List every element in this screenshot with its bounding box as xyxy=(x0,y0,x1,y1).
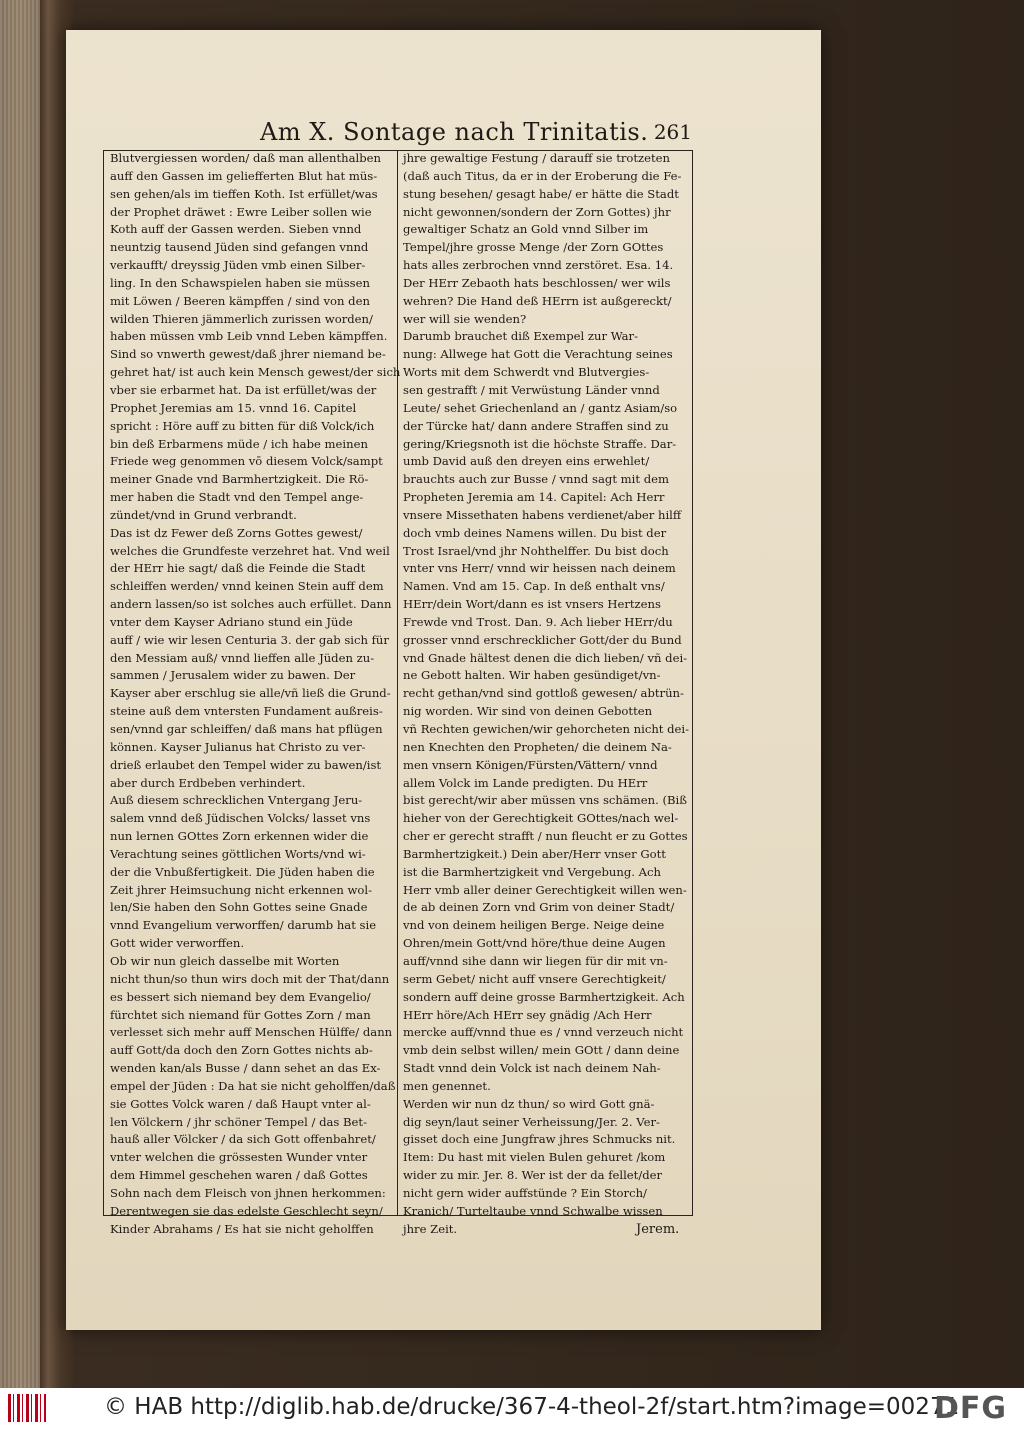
left-column xyxy=(110,150,401,1236)
text-line: vnsere Missethaten habens verdienet/aber hilff xyxy=(403,507,682,522)
text-line: vnd von deinem heiligen Berge. Neige deine xyxy=(403,918,665,933)
text-line: mit Löwen / Beeren kämpffen / sind von den xyxy=(110,293,370,308)
text-line: vnter vns Herr/ vnnd wir heissen nach deinem xyxy=(403,561,676,576)
text-line: der die Vnbußfertigkeit. Die Jüden haben die xyxy=(110,864,375,879)
text-line: Frewde vnd Trost. Dan. 9. Ach lieber HErr/du xyxy=(403,614,673,629)
text-line: empel der Jüden : Da hat sie nicht geholffen/daß xyxy=(110,1078,396,1093)
text-line: es bessert sich niemand bey dem Evangelio/ xyxy=(110,989,371,1004)
text-line: auff/vnnd sihe dann wir liegen für dir mit vn- xyxy=(403,953,668,968)
text-line: den Messiam auß/ vnnd lieffen alle Jüden zu- xyxy=(110,650,375,665)
text-line: vnter welchen die grössesten Wunder vnter xyxy=(110,1150,368,1165)
text-line: nig worden. Wir sind von deinen Gebotten xyxy=(403,704,653,719)
viewer-footer xyxy=(0,1388,1024,1429)
text-line: vnd Gnade hältest denen die dich lieben/ vñ dei- xyxy=(403,650,688,665)
text-line: wehren? Die Hand deß HErrn ist außgereckt/ xyxy=(403,293,672,308)
book-edge xyxy=(0,0,40,1388)
text-line: vnter dem Kayser Adriano stund ein Jüde xyxy=(110,614,353,629)
text-line: Ohren/mein Gott/vnd höre/thue deine Augen xyxy=(403,936,666,951)
text-line: nun lernen GOttes Zorn erkennen wider die xyxy=(110,829,369,844)
text-line: Prophet Jeremias am 15. vnnd 16. Capitel xyxy=(110,400,357,415)
text-line: Darumb brauchet diß Exempel zur War- xyxy=(403,329,638,344)
text-line: Stadt vnnd dein Volck ist nach deinem Nah- xyxy=(403,1061,661,1076)
text-line: steine auß dem vntersten Fundament außreis- xyxy=(110,704,383,719)
column-divider xyxy=(397,150,398,1216)
text-line: der Türcke hat/ dann andere Straffen sind zu xyxy=(403,418,669,433)
text-line: ling. In den Schawspielen haben sie müssen xyxy=(110,275,370,290)
text-line: verlesset sich mehr auff Menschen Hülffe/ dann xyxy=(110,1025,393,1040)
text-line: nen Knechten den Propheten/ die deinem Na- xyxy=(403,739,672,754)
text-line: können. Kayser Julianus hat Christo zu ver- xyxy=(110,739,366,754)
text-line: Trost Israel/vnd jhr Nohthelffer. Du bist doch xyxy=(403,543,669,558)
page-number: 261 xyxy=(653,120,692,144)
text-line: schleiffen werden/ vnnd keinen Stein auff dem xyxy=(110,579,384,594)
text-line: Namen. Vnd am 15. Cap. In deß enthalt vns/ xyxy=(403,579,665,594)
text-line: Friede weg genommen vō diesem Volck/sampt xyxy=(110,454,383,469)
text-line: recht gethan/vnd sind gottloß gewesen/ abtrün- xyxy=(403,686,684,701)
text-line: Tempel/jhre grosse Menge /der Zorn GOttes xyxy=(403,240,664,255)
barcode-icon xyxy=(8,1394,46,1422)
text-line: vñ Rechten gewichen/wir gehorcheten nicht dei- xyxy=(403,722,690,736)
text-line: bin deß Erbarmens müde / ich habe meinen xyxy=(110,436,368,451)
catchword: Jerem. xyxy=(636,1222,680,1237)
text-line: hats alles zerbrochen vnnd zerstöret. Esa. 14. xyxy=(403,258,674,273)
text-line: umb David auß den dreyen eins erwehlet/ xyxy=(403,454,650,469)
text-line: serm Gebet/ nicht auff vnsere Gerechtigkeit/ xyxy=(403,971,666,986)
text-line: welches die Grundfeste verzehret hat. Vnd weil xyxy=(110,543,390,558)
text-line: mercke auff/vnnd thue es / vnnd verzeuch nicht xyxy=(403,1025,684,1040)
text-line: Item: Du hast mit vielen Bulen gehuret /kom xyxy=(403,1150,666,1165)
text-line: Sind so vnwerth gewest/daß jhrer niemand be- xyxy=(110,347,386,362)
text-line: drieß erlaubet den Tempel wider zu bawen/ist xyxy=(110,757,382,772)
text-line: Worts mit dem Schwerdt vnd Blutvergies- xyxy=(403,365,650,380)
frame-rule-right xyxy=(692,150,693,1216)
text-line: fürchtet sich niemand für Gottes Zorn / man xyxy=(110,1007,371,1022)
text-line: brauchts auch zur Busse / vnnd sagt mit dem xyxy=(403,472,669,487)
text-line: Der HErr Zebaoth hats beschlossen/ wer wils xyxy=(403,275,671,290)
text-line: Zeit jhrer Heimsuchung nicht erkennen wol- xyxy=(110,882,372,897)
text-line: dem Himmel geschehen waren / daß Gottes xyxy=(110,1168,368,1183)
text-line: grosser vnnd erschrecklicher Gott/der du Bund xyxy=(403,632,682,647)
copyright-url[interactable]: © HAB http://diglib.hab.de/drucke/367-4-theol-2f/start.htm?image=00271 xyxy=(104,1394,960,1420)
text-line: wider zu mir. Jer. 8. Wer ist der da fellet/der xyxy=(403,1168,663,1183)
text-line: jhre Zeit. xyxy=(403,1221,458,1236)
dfg-logo: DFG xyxy=(934,1391,1008,1426)
text-line: sen gestrafft / mit Verwüstung Länder vnnd xyxy=(403,382,660,397)
text-line: men genennet. xyxy=(403,1078,491,1093)
text-line: cher er gerecht strafft / nun fleucht er zu Gottes xyxy=(403,829,688,844)
text-line: zündet/vnd in Grund verbrandt. xyxy=(110,507,297,522)
text-line: Leute/ sehet Griechenland an / gantz Asiam/so xyxy=(403,400,678,415)
text-line: hieher von der Gerechtigkeit GOttes/nach wel- xyxy=(403,811,679,826)
text-line: Barmhertzigkeit.) Dein aber/Herr vnser Gott xyxy=(403,846,666,861)
text-line: meiner Gnade vnd Barmhertzigkeit. Die Rö- xyxy=(110,472,369,487)
text-line: (daß auch Titus, da er in der Eroberung die Fe- xyxy=(403,168,682,183)
text-line: nicht gewonnen/sondern der Zorn Gottes) jhr xyxy=(403,204,671,219)
text-line: nicht thun/so thun wirs doch mit der That/dann xyxy=(110,971,390,986)
text-line: mer haben die Stadt vnd den Tempel ange- xyxy=(110,490,364,505)
text-line: gehret hat/ ist auch kein Mensch gewest/der sich xyxy=(110,365,401,380)
text-line: men vnsern Königen/Fürsten/Vättern/ vnnd xyxy=(403,757,658,772)
text-line: Blutvergiessen worden/ daß man allenthalben xyxy=(110,151,381,165)
text-line: andern lassen/so ist solches auch erfüllet. Dann xyxy=(110,597,392,612)
text-line: Werden wir nun dz thun/ so wird Gott gnä- xyxy=(403,1096,655,1111)
text-line: Sohn nach dem Fleisch von jhnen herkommen: xyxy=(110,1185,386,1200)
text-line: gisset doch eine Jungfraw jhres Schmucks nit. xyxy=(403,1132,676,1147)
text-line: der HErr hie sagt/ daß die Feinde die Stadt xyxy=(110,561,366,576)
text-line: sammen / Jerusalem wider zu bawen. Der xyxy=(110,668,356,683)
text-line: aber durch Erdbeben verhindert. xyxy=(110,775,306,790)
text-line: Koth auff der Gassen werden. Sieben vnnd xyxy=(110,222,362,237)
text-line: Herr vmb aller deiner Gerechtigkeit willen wen- xyxy=(403,882,687,897)
text-line: wer will sie wenden? xyxy=(403,311,527,326)
text-line: de ab deinen Zorn vnd Grim von deiner Stadt/ xyxy=(403,900,675,915)
text-line: ist die Barmhertzigkeit vnd Vergebung. Ach xyxy=(403,864,661,879)
text-line: Das ist dz Fewer deß Zorns Gottes gewest/ xyxy=(110,525,363,540)
text-line: Propheten Jeremia am 14. Capitel: Ach Herr xyxy=(403,490,665,505)
text-line: vmb dein selbst willen/ mein GOtt / dann deine xyxy=(403,1043,680,1058)
text-line: Ob wir nun gleich dasselbe mit Worten xyxy=(110,953,340,968)
text-line: allem Volck im Lande predigten. Du HErr xyxy=(403,775,648,790)
text-line: doch vmb deines Namens willen. Du bist der xyxy=(403,525,667,540)
text-line: der Prophet dräwet : Ewre Leiber sollen wie xyxy=(110,204,372,219)
text-line: sie Gottes Volck waren / daß Haupt vnter al- xyxy=(110,1096,371,1111)
text-line: wilden Thieren jämmerlich zurissen worden/ xyxy=(110,311,373,326)
text-line: verkaufft/ dreyssig Jüden vmb einen Silber- xyxy=(110,258,366,273)
text-line: sen/vnnd gar schleiffen/ daß mans hat pflügen xyxy=(110,722,383,736)
text-line: gering/Kriegsnoth ist die höchste Straffe. Dar- xyxy=(403,436,677,451)
text-line: HErr höre/Ach HErr sey gnädig /Ach Herr xyxy=(403,1007,652,1022)
text-line: auff / wie wir lesen Centuria 3. der gab sich für xyxy=(110,632,389,647)
text-line: auff den Gassen im geliefferten Blut hat müs- xyxy=(110,168,378,183)
text-line: salem vnnd deß Jüdischen Volcks/ lasset vns xyxy=(110,811,371,826)
text-line: Kranich/ Turteltaube vnnd Schwalbe wissen xyxy=(403,1203,663,1218)
text-line: hauß aller Völcker / da sich Gott offenbahret/ xyxy=(110,1132,376,1147)
text-line: neuntzig tausend Jüden sind gefangen vnnd xyxy=(110,240,369,255)
text-line: Verachtung seines göttlichen Worts/vnd wi- xyxy=(110,846,366,861)
text-line: wenden kan/als Busse / dann sehet an das Ex- xyxy=(110,1061,381,1076)
text-line: Gott wider verworffen. xyxy=(110,936,245,951)
running-head xyxy=(100,118,700,152)
right-column xyxy=(403,150,690,1236)
text-line: Kinder Abrahams / Es hat sie nicht geholffen xyxy=(110,1221,374,1236)
text-line: auff Gott/da doch den Zorn Gottes nichts ab- xyxy=(110,1043,373,1058)
text-line: haben müssen vmb Leib vnnd Leben kämpffen. xyxy=(110,329,388,344)
text-line: stung besehen/ gesagt habe/ er hätte die Stadt xyxy=(403,186,679,201)
text-line: bist gerecht/wir aber müssen vns schämen. (Biß xyxy=(403,793,687,808)
text-line: ne Gebott halten. Wir haben gesündiget/vn- xyxy=(403,668,661,683)
text-line: sen gehen/als im tieffen Koth. Ist erfüllet/was xyxy=(110,186,378,201)
page-title: Am X. Sontage nach Trinitatis. xyxy=(260,118,649,146)
text-line: vnnd Evangelium verworffen/ darumb hat sie xyxy=(110,918,377,933)
text-line: len Völckern / jhr schöner Tempel / das Bet- xyxy=(110,1114,367,1129)
text-line: vber sie erbarmet hat. Da ist erfüllet/was der xyxy=(110,382,377,397)
text-line: gewaltiger Schatz an Gold vnnd Silber im xyxy=(403,222,649,237)
text-line: len/Sie haben den Sohn Gottes seine Gnade xyxy=(110,900,368,915)
text-line: Kayser aber erschlug sie alle/vñ ließ die Grund- xyxy=(110,686,391,701)
text-line: spricht : Höre auff zu bitten für diß Volck/ich xyxy=(110,418,375,433)
text-line: Auß diesem schrecklichen Vntergang Jeru- xyxy=(110,793,363,808)
text-line: HErr/dein Wort/dann es ist vnsers Hertzens xyxy=(403,597,661,612)
text-line: jhre gewaltige Festung / darauff sie trotzeten xyxy=(403,151,671,165)
text-line: Derentwegen sie das edelste Geschlecht seyn/ xyxy=(110,1203,383,1218)
text-line: dig seyn/laut seiner Verheissung/Jer. 2. Ver- xyxy=(403,1114,660,1129)
text-line: sondern auff deine grosse Barmhertzigkeit. Ach xyxy=(403,989,685,1004)
text-line: nung: Allwege hat Gott die Verachtung seines xyxy=(403,347,673,362)
frame-rule-left xyxy=(103,150,104,1216)
text-line: nicht gern wider auffstünde ? Ein Storch/ xyxy=(403,1185,647,1200)
